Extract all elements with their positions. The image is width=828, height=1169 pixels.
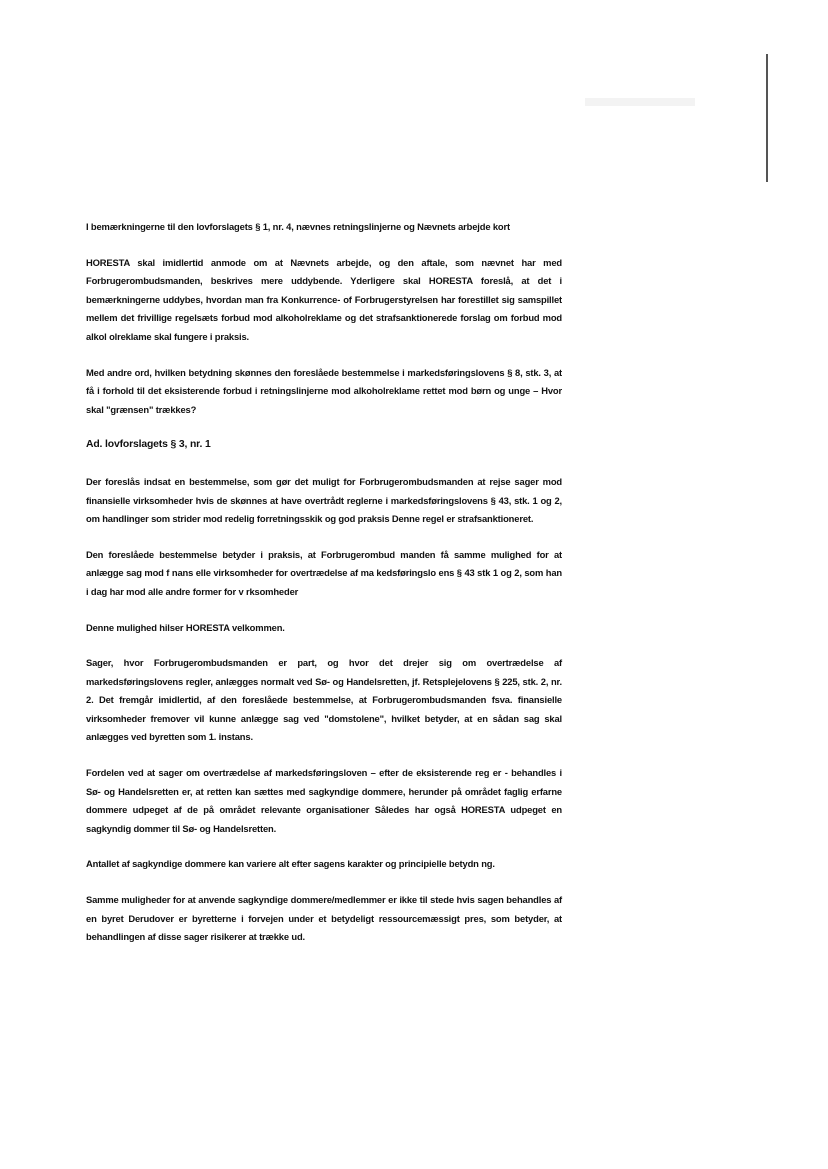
document-body	[86, 218, 562, 964]
paragraph-district-court: Samme muligheder for at anvende sagkyndige dommere/medlemmer er ikke til stede hvis sagen behandles af en byret Derudover er byretterne i forvejen under et betydeligt ressourcemæssigt pres, som betyder, at behandlingen af disse sager risikerer at trække ud.	[86, 894, 562, 943]
paragraph-horesta-request: HORESTA skal imidlertid anmode om at Nævnets arbejde, og den aftale, som nævnet har med Forbrugerombudsmanden, beskrives mere uddybende. Yderligere skal HORESTA foreslå, at det i bemærkningerne uddybes, hvordan man fra Konkurrence- of Forbrugerstyrelsen har forestillet sig samspillet mellem det frivillige regelsæts forbud mod alkoholreklame og det strafsanktionerede forslag om forbud mod alkol olreklame skal fungere i praksis.	[86, 256, 562, 342]
paragraph-question-boundary: Med andre ord, hvilken betydning skønnes den foreslåede bestemmelse i markedsføringslovens § 8, stk. 3, at få i forhold til det eksisterende forbud i retningslinjerne mod alkoholreklame rettet mod børn og unge – Hvor skal "grænsen" trækkes?	[86, 366, 562, 415]
scan-edge-mark	[766, 54, 768, 182]
paragraph-court-venue: Sager, hvor Forbrugerombudsmanden er part, og hvor det drejer sig om overtrædelse af markedsføringslovens regler, anlægges normalt ved Sø- og Handelsretten, jf. Retsplejelovens § 225, stk. 2, nr. 2. Det fremgår imidlertid, af den foreslåede bestemmelse, at Forbrugerombudsmanden fsva. finansielle virksomheder fremover vil kunne anlægge sag ved "domstolene", hvilket betyder, at en sådan sag skal anlægges ved byretten som 1. instans.	[86, 657, 562, 743]
paragraph-expert-judges: Fordelen ved at sager om overtrædelse af markedsføringsloven – efter de eksisterende reg er - behandles i Sø- og Handelsretten er, at retten kan sættes med sagkyndige dommere, herunder på området faglig erfarne dommere udpeget af de på området relevante organisationer Således har også HORESTA udpeget en sagkyndig dommer til Sø- og Handelsretten.	[86, 767, 562, 834]
paragraph-remarks-intro: I bemærkningerne til den lovforslagets § 1, nr. 4, nævnes retningslinjerne og Nævnets arbejde kort	[86, 221, 510, 232]
paragraph-welcome: Denne mulighed hilser HORESTA velkommen.	[86, 621, 285, 633]
paragraph-practical-effect: Den foreslåede bestemmelse betyder i praksis, at Forbrugerombud manden få samme mulighed for at anlægge sag mod f nans elle virksomheder for overtrædelse af ma kedsføringslo ens § 43 stk 1 og 2, som han i dag har mod alle andre former for v rksomheder	[86, 548, 562, 597]
faint-scan-artifact	[585, 98, 695, 106]
paragraph-proposed-provision: Der foreslås indsat en bestemmelse, som gør det muligt for Forbrugerombudsmanden at rejse sager mod finansielle virksomheder hvis de skønnes at have overtrådt reglerne i markedsføringslovens § 43, stk. 1 og 2, om handlinger som strider mod redelig forretningsskik og god praksis Denne regel er strafsanktioneret.	[86, 475, 562, 525]
paragraph-judge-count: Antallet af sagkyndige dommere kan variere alt efter sagens karakter og principielle betydn ng.	[86, 858, 495, 870]
section-heading: Ad. lovforslagets § 3, nr. 1	[86, 439, 211, 451]
